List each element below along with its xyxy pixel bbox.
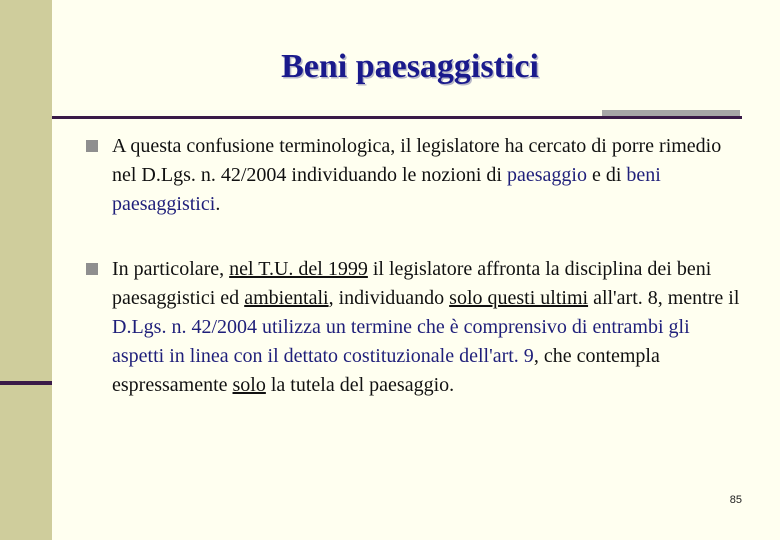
title-rule	[52, 116, 742, 119]
text-run: , che contempla espressamente	[112, 345, 660, 396]
underlined-ambientali: ambientali	[244, 287, 329, 309]
underlined-tu-1999: nel T.U. del 1999	[229, 258, 368, 280]
text-run: A questa confusione terminologica, il legislatore ha cercato di porre rimedio nel D.Lgs. n. 42/2004 individuando le nozioni di	[112, 135, 722, 186]
bullet-text	[112, 255, 746, 400]
bullet-item	[86, 255, 746, 400]
text-run: .	[215, 193, 221, 215]
emphasis-beni-paesaggistici: beni paesaggistici	[112, 164, 661, 215]
side-band	[0, 0, 52, 540]
text-run: e di	[586, 164, 627, 186]
underlined-solo: solo	[232, 374, 266, 396]
text-run: , individuando	[328, 287, 450, 309]
side-accent-line	[0, 381, 52, 385]
bullet-item	[86, 132, 746, 219]
square-bullet-icon	[86, 140, 98, 152]
underlined-solo-questi-ultimi: solo questi ultimi	[449, 287, 589, 309]
square-bullet-icon	[86, 263, 98, 275]
page-number: 85	[729, 494, 742, 506]
emphasis-paesaggio: paesaggio	[506, 164, 587, 186]
text-run: all'art. 8, mentre il	[588, 287, 740, 309]
text-run: la tutela del paesaggio.	[265, 374, 455, 396]
slide-title: Beni paesaggistici	[281, 48, 539, 85]
bullet-text	[112, 132, 746, 219]
text-run: il legislatore affronta la disciplina dei beni paesaggistici ed	[112, 258, 712, 309]
text-run: In particolare,	[112, 258, 230, 280]
emphasis-dlgs-2004: D.Lgs. n. 42/2004 utilizza un termine che è comprensivo di entrambi gli aspetti in linea con il dettato costituzionale dell'art. 9	[112, 316, 690, 367]
